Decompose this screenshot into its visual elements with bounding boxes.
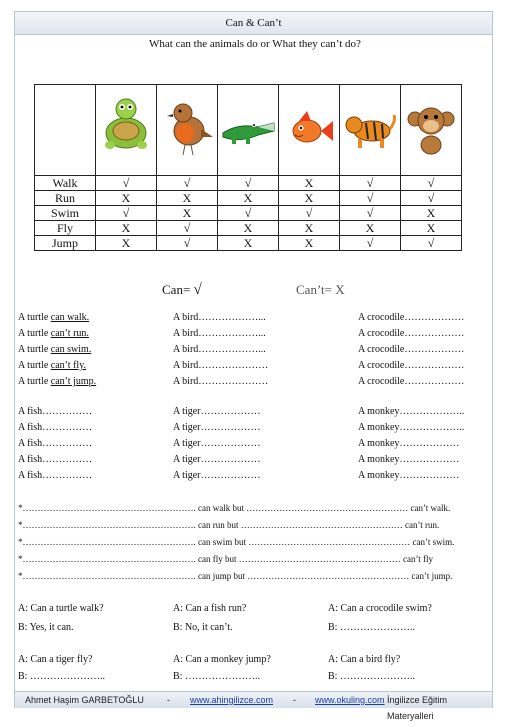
table-cell: √: [340, 191, 401, 206]
empty-corner-cell: [35, 85, 96, 176]
list-item: A turtle can’t jump.: [18, 376, 97, 387]
footer-link-okuling[interactable]: www.okuling.com: [315, 695, 385, 705]
qa-answer: B: …………………..: [328, 622, 415, 633]
bird-picture: [157, 85, 218, 176]
table-cell: √: [279, 206, 340, 221]
list-item: A fish……………: [18, 438, 93, 449]
qa-question: A: Can a monkey jump?: [173, 654, 271, 665]
list-item: A monkey………………..: [358, 422, 465, 433]
qa-answer: B: …………………..: [173, 671, 260, 682]
table-cell: X: [96, 236, 157, 251]
list-item: A turtle can swim.: [18, 344, 92, 355]
list-item: A bird………………...: [173, 312, 266, 323]
list-item: *…………………………………………………. can jump but ……………………………………………… can’t jump.: [18, 571, 453, 581]
table-cell: √: [401, 236, 462, 251]
list-item: A bird…………………: [173, 376, 269, 387]
table-cell: X: [279, 176, 340, 191]
table-cell: X: [218, 221, 279, 236]
row-label: Fly: [35, 221, 96, 236]
table-cell: √: [340, 236, 401, 251]
list-item: A turtle can’t fly.: [18, 360, 87, 371]
footer-separator: -: [293, 695, 296, 705]
table-cell: √: [401, 191, 462, 206]
row-label: Walk: [35, 176, 96, 191]
table-row: [35, 191, 462, 206]
list-item: A crocodile………………: [358, 312, 465, 323]
list-item: A crocodile………………: [358, 376, 465, 387]
list-item: A crocodile………………: [358, 344, 465, 355]
list-item: A bird………………...: [173, 344, 266, 355]
ability-table: [34, 84, 462, 251]
table-cell: X: [218, 236, 279, 251]
list-item: A crocodile………………: [358, 360, 465, 371]
list-item: A tiger………………: [173, 454, 261, 465]
cant-legend: Can’t= X: [296, 282, 345, 297]
table-cell: √: [157, 236, 218, 251]
table-row: [35, 221, 462, 236]
list-item: A monkey………………: [358, 438, 460, 449]
table-cell: √: [157, 176, 218, 191]
crocodile-picture: [218, 85, 279, 176]
instruction-question: What can the animals do or What they can’t do?: [149, 38, 361, 50]
table-cell: √: [401, 176, 462, 191]
list-item: A bird…………………: [173, 360, 269, 371]
list-item: A monkey………………..: [358, 406, 465, 417]
footer-author: Ahmet Haşim GARBETOĞLU: [25, 695, 144, 705]
footer-link-ahingilizce[interactable]: www.ahingilizce.com: [190, 695, 274, 705]
list-item: A turtle can’t run.: [18, 328, 89, 339]
footer-separator: -: [167, 695, 170, 705]
footer-bar: [15, 691, 492, 721]
animal-image-row: [35, 85, 462, 176]
qa-answer: B: …………………..: [328, 671, 415, 682]
table-row: [35, 206, 462, 221]
table-cell: X: [279, 221, 340, 236]
page-title: Can & Can’t: [15, 12, 492, 35]
list-item: A monkey………………: [358, 454, 460, 465]
list-item: *…………………………………………………. can fly but ……………………………………………… can’t fly: [18, 554, 434, 564]
list-item: *…………………………………………………. can run but ……………………………………………… can’t run.: [18, 520, 440, 530]
row-label: Run: [35, 191, 96, 206]
qa-question: A: Can a fish run?: [173, 603, 247, 614]
list-item: *…………………………………………………. can swim but ……………………………………………… can’t swim.: [18, 537, 455, 547]
row-label: Swim: [35, 206, 96, 221]
check-icon: √: [193, 282, 202, 298]
table-cell: X: [157, 191, 218, 206]
list-item: A tiger………………: [173, 406, 261, 417]
can-legend: [162, 282, 202, 299]
table-cell: X: [401, 221, 462, 236]
table-cell: X: [340, 221, 401, 236]
list-item: *…………………………………………………. can walk but ……………………………………………… can’t walk.: [18, 503, 451, 513]
qa-answer: B: Yes, it can.: [18, 622, 74, 633]
table-cell: √: [157, 221, 218, 236]
qa-question: A: Can a bird fly?: [328, 654, 401, 665]
list-item: A monkey………………: [358, 470, 460, 481]
tiger-picture: [340, 85, 401, 176]
qa-question: A: Can a tiger fly?: [18, 654, 93, 665]
monkey-picture: [401, 85, 462, 176]
qa-question: A: Can a turtle walk?: [18, 603, 104, 614]
list-item: A tiger………………: [173, 422, 261, 433]
row-label: Jump: [35, 236, 96, 251]
table-cell: X: [279, 236, 340, 251]
table-cell: √: [218, 206, 279, 221]
footer-tagline: İngilizce Eğitim Materyalleri: [387, 695, 448, 721]
table-cell: X: [96, 191, 157, 206]
fish-picture: [279, 85, 340, 176]
qa-answer: B: No, it can’t.: [173, 622, 233, 633]
list-item: A crocodile………………: [358, 328, 465, 339]
table-row: [35, 176, 462, 191]
table-cell: √: [218, 176, 279, 191]
list-item: A tiger………………: [173, 470, 261, 481]
table-cell: X: [401, 206, 462, 221]
table-cell: √: [340, 206, 401, 221]
table-cell: √: [340, 176, 401, 191]
table-cell: X: [218, 191, 279, 206]
table-cell: X: [157, 206, 218, 221]
list-item: A turtle can walk.: [18, 312, 90, 323]
list-item: A fish……………: [18, 406, 93, 417]
can-legend-label: Can=: [162, 282, 191, 297]
qa-answer: B: …………………..: [18, 671, 105, 682]
qa-question: A: Can a crocodile swim?: [328, 603, 432, 614]
list-item: A tiger………………: [173, 438, 261, 449]
table-cell: X: [96, 221, 157, 236]
list-item: A fish……………: [18, 454, 93, 465]
list-item: A bird………………...: [173, 328, 266, 339]
list-item: A fish……………: [18, 422, 93, 433]
turtle-picture: [96, 85, 157, 176]
list-item: A fish……………: [18, 470, 93, 481]
table-cell: √: [96, 176, 157, 191]
table-row: [35, 236, 462, 251]
table-cell: X: [279, 191, 340, 206]
table-cell: √: [96, 206, 157, 221]
